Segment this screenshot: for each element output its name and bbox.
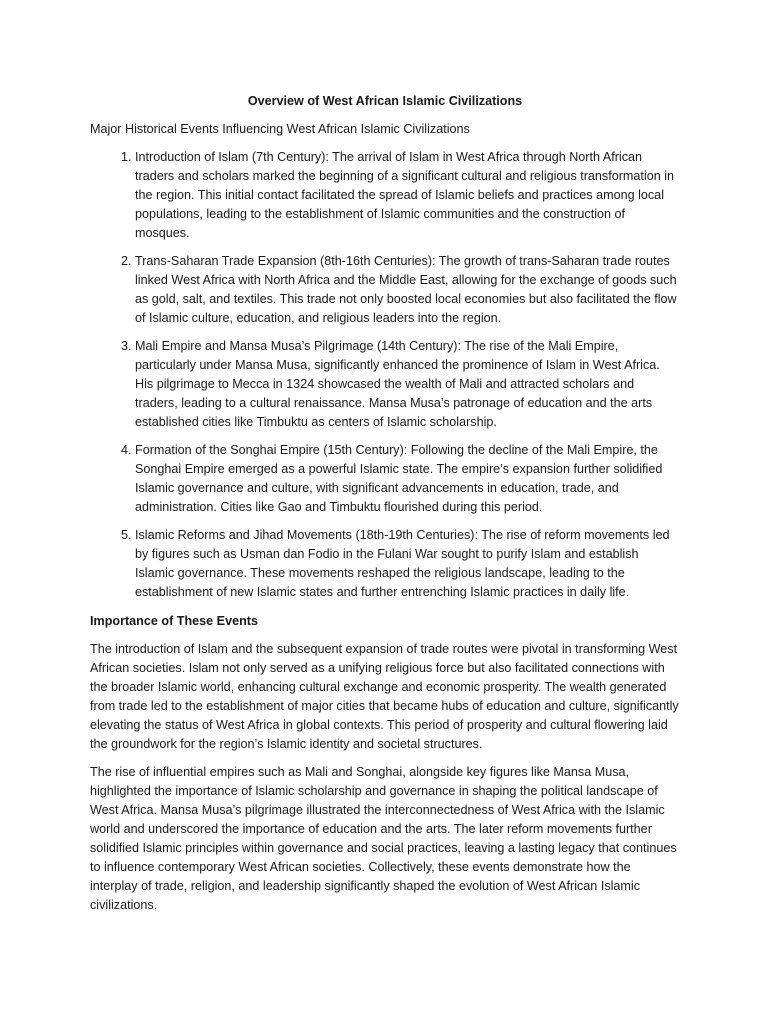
event-item-5: 5. Islamic Reforms and Jihad Movements (18th-19th Centuries): The rise of reform movements led by figures such as Usman dan Fodio in the Fulani War sought to purify Islam and establish Islamic governance. These movements reshaped the religious landscape, leading to the establishment of new Islamic states and further entrenching Islamic practices in daily life. <box>135 526 680 602</box>
event-item-4: 4. Formation of the Songhai Empire (15th Century): Following the decline of the Mali Empire, the Songhai Empire emerged as a powerful Islamic state. The empire’s expansion further solidified Islamic governance and culture, with significant advancements in education, trade, and administration. Cities like Gao and Timbuktu flourished during this period. <box>135 441 680 517</box>
event-item-3: 3. Mali Empire and Mansa Musa’s Pilgrimage (14th Century): The rise of the Mali Empire, particularly under Mansa Musa, significantly enhanced the prominence of Islam in West Africa. His pilgrimage to Mecca in 1324 showcased the wealth of Mali and attracted scholars and traders, leading to a cultural renaissance. Mansa Musa’s patronage of education and the arts established cities like Timbuktu as centers of Islamic scholarship. <box>135 337 680 432</box>
importance-paragraph-1: The introduction of Islam and the subsequent expansion of trade routes were pivotal in transforming West African societies. Islam not only served as a unifying religious force but also facilitated connections with the broader Islamic world, enhancing cultural exchange and economic prosperity. The wealth generated from trade led to the establishment of major cities that became hubs of education and culture, significantly elevating the status of West Africa in global contexts. This period of prosperity and cultural flowering laid the groundwork for the region’s Islamic identity and societal structures. <box>90 642 679 751</box>
importance-paragraph-2: The rise of influential empires such as Mali and Songhai, alongside key figures like Mansa Musa, highlighted the importance of Islamic scholarship and governance in shaping the political landscape of West Africa. Mansa Musa’s pilgrimage illustrated the interconnectedness of West Africa with the Islamic world and underscored the importance of education and the arts. The later reform movements further solidified Islamic principles within governance and social practices, leaving a lasting legacy that continues to influence contemporary West African societies. Collectively, these events demonstrate how the interplay of trade, religion, and leadership significantly shaped the evolution of West African Islamic civilizations. <box>90 765 677 912</box>
event-item-2: 2. Trans-Saharan Trade Expansion (8th-16th Centuries): The growth of trans-Saharan trade routes linked West Africa with North Africa and the Middle East, allowing for the exchange of goods such as gold, salt, and textiles. This trade not only boosted local economies but also facilitated the flow of Islamic culture, education, and religious leaders into the region. <box>135 252 680 328</box>
events-list <box>90 148 680 602</box>
importance-heading: Importance of These Events <box>90 614 258 628</box>
document-subtitle: Major Historical Events Influencing West African Islamic Civilizations <box>90 122 470 136</box>
event-item-1: 1. Introduction of Islam (7th Century): The arrival of Islam in West Africa through North African traders and scholars marked the beginning of a significant cultural and religious transformation in the region. This initial contact facilitated the spread of Islamic beliefs and practices among local populations, leading to the establishment of Islamic communities and the construction of mosques. <box>135 148 680 243</box>
document-page <box>90 92 680 924</box>
document-title: Overview of West African Islamic Civilizations <box>247 94 523 108</box>
